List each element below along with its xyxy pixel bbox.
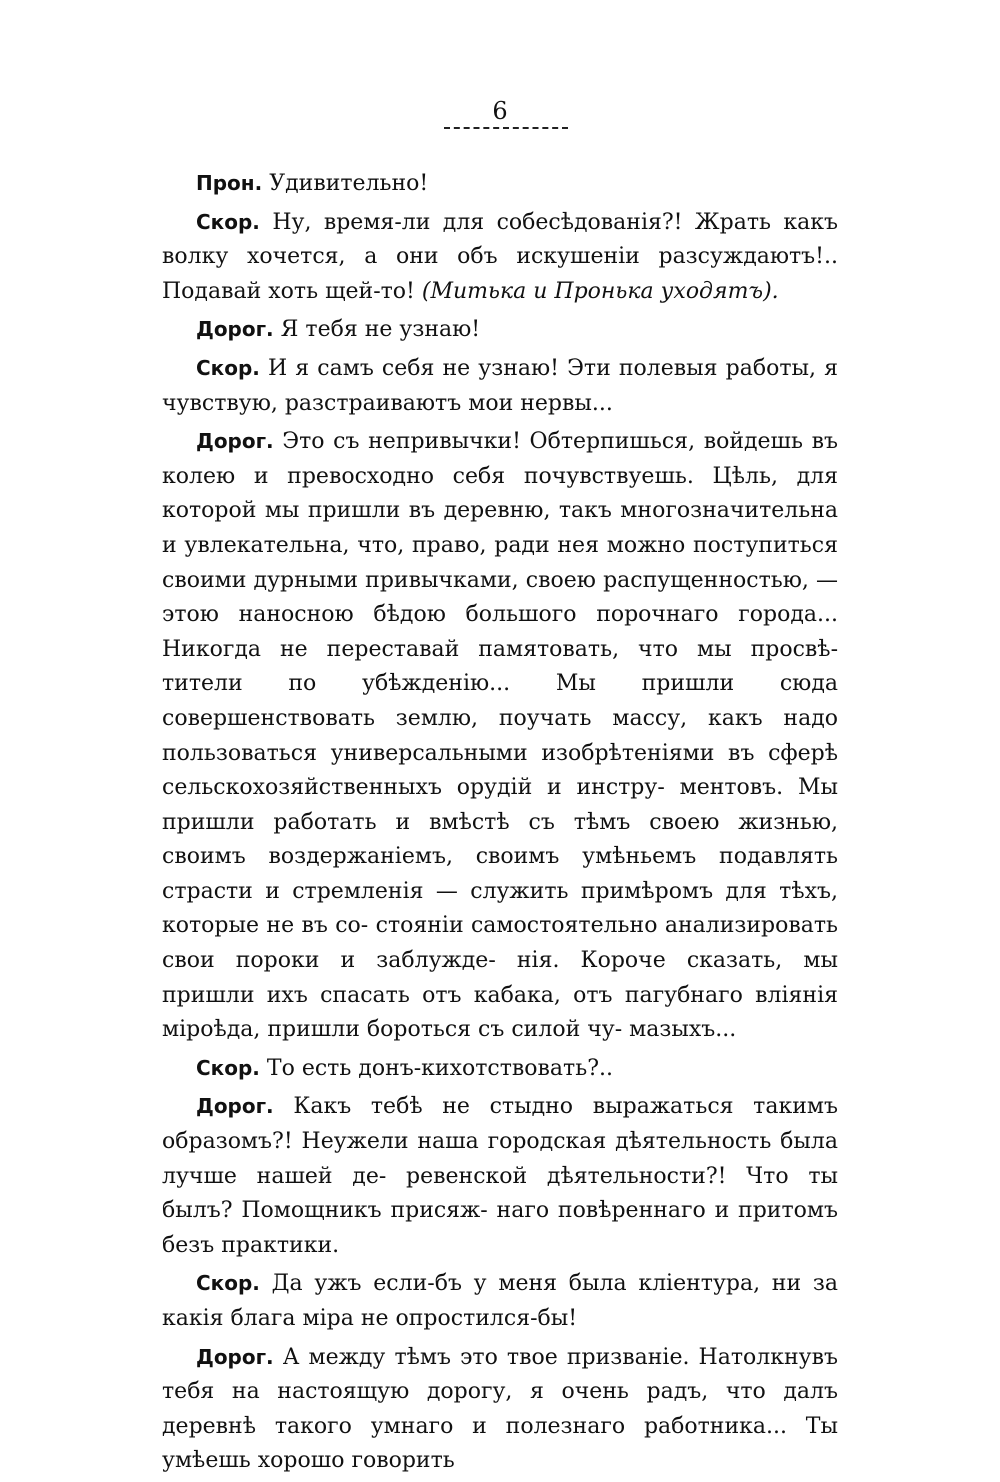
text-line: Ну, время-ли для собесѣдованія?! Жрать какъ волку (162, 209, 838, 270)
text-line: Да ужъ если-бъ у меня была кліентура, ни за какія (162, 1271, 838, 1331)
dialogue-paragraph (162, 312, 838, 348)
text-line: нія. Короче сказать, мы пришли ихъ спасать отъ кабака, отъ (162, 948, 838, 1008)
header-rule (444, 127, 568, 129)
dialogue-paragraph (162, 205, 838, 310)
text-line: пагубнаго вліянія міроѣда, пришли бороться съ силой чу- (162, 982, 838, 1043)
speaker-name: Скор. (196, 1271, 260, 1296)
text-line: ментовъ. Мы пришли работать и вмѣстѣ съ тѣмъ своею жизнью, (162, 775, 838, 835)
text-line: ради нея можно поступиться своими дурными привычками, своею (162, 532, 838, 593)
page-number: 6 (492, 97, 508, 125)
text-line: землю, поучать массу, какъ надо пользоваться универсальными (162, 705, 838, 766)
text-line: стремленія — служить примѣромъ для тѣхъ, которые не въ со- (162, 878, 838, 939)
dialogue-paragraph (162, 351, 838, 421)
speaker-name: Дорог. (196, 429, 274, 454)
text-line: Удивительно! (269, 171, 429, 196)
text-line: мазыхъ... (629, 1017, 737, 1043)
text-line: тители по убѣжденію... Мы пришли сюда совершенствовать (162, 671, 838, 731)
dialogue-text (162, 166, 838, 1482)
text-line: своимъ воздержаніемъ, своимъ умѣньемъ подавлять страсти и (162, 844, 838, 904)
text-line: города... Никогда не переставай памятовать, что мы просвѣ- (162, 602, 838, 662)
text-line: наго повѣреннаго и притомъ безъ практики. (162, 1198, 838, 1258)
stage-direction: (Митька и Пронька уходятъ). (421, 278, 779, 304)
dialogue-paragraph (162, 1051, 838, 1087)
speaker-name: Скор. (196, 1055, 260, 1080)
text-line: А между тѣмъ это твое призваніе. Натолкнувъ тебя (162, 1344, 838, 1405)
text-line: И я самъ себя не узнаю! Эти полевыя работы, я (268, 355, 838, 381)
speaker-name: Скор. (196, 209, 260, 234)
dialogue-paragraph (162, 1089, 838, 1263)
dialogue-paragraph (162, 1340, 838, 1479)
text-line: Это съ непривычки! Обтерпишься, войдешь въ колею (162, 429, 838, 489)
speaker-name: Дорог. (196, 1344, 274, 1369)
text-line: То есть донъ-кихотствовать?.. (266, 1055, 613, 1081)
text-line: распущенностью, — этою наносною бѣдою большого порочнаго (162, 567, 838, 628)
text-line: ревенской дѣятельности?! Что ты былъ? Помощникъ присяж- (162, 1163, 839, 1224)
text-line: стояніи самостоятельно анализировать свои пороки и заблужде- (162, 913, 838, 974)
text-line: на настоящую дорогу, я очень радъ, что далъ деревнѣ такого (162, 1379, 838, 1439)
text-line: щей-то! (325, 278, 415, 304)
speaker-name: Дорог. (196, 317, 274, 342)
text-line: блага міра не опростился-бы! (230, 1306, 578, 1331)
speaker-name: Прон. (196, 171, 263, 195)
text-line: Неужели наша городская дѣятельность была лучше нашей де- (162, 1129, 838, 1189)
speaker-name: Скор. (196, 355, 260, 380)
dialogue-paragraph (162, 166, 838, 202)
text-line: изобрѣтеніями въ сферѣ сельскохозяйственныхъ орудій и инстру- (162, 740, 838, 801)
speaker-name: Дорог. (196, 1094, 274, 1119)
text-line: и превосходно себя почувствуешь. Цѣль, для которой мы пришли (162, 463, 839, 524)
text-line: хочется, а они объ искушеніи разсуждаютъ!.. Подавай хоть (162, 244, 838, 304)
text-line: умнаго и полезнаго работника... Ты умѣешь хорошо говорить (162, 1413, 838, 1474)
text-line: Какъ тебѣ не стыдно выражаться такимъ образомъ?! (162, 1094, 838, 1155)
text-line: чувствую, разстраиваютъ мои нервы... (162, 390, 613, 416)
dialogue-paragraph (162, 1266, 838, 1336)
text-line: Я тебя не узнаю! (280, 317, 481, 343)
dialogue-paragraph (162, 424, 838, 1048)
text-line: въ деревню, такъ многозначительна и увлекательна, что, право, (162, 498, 838, 558)
